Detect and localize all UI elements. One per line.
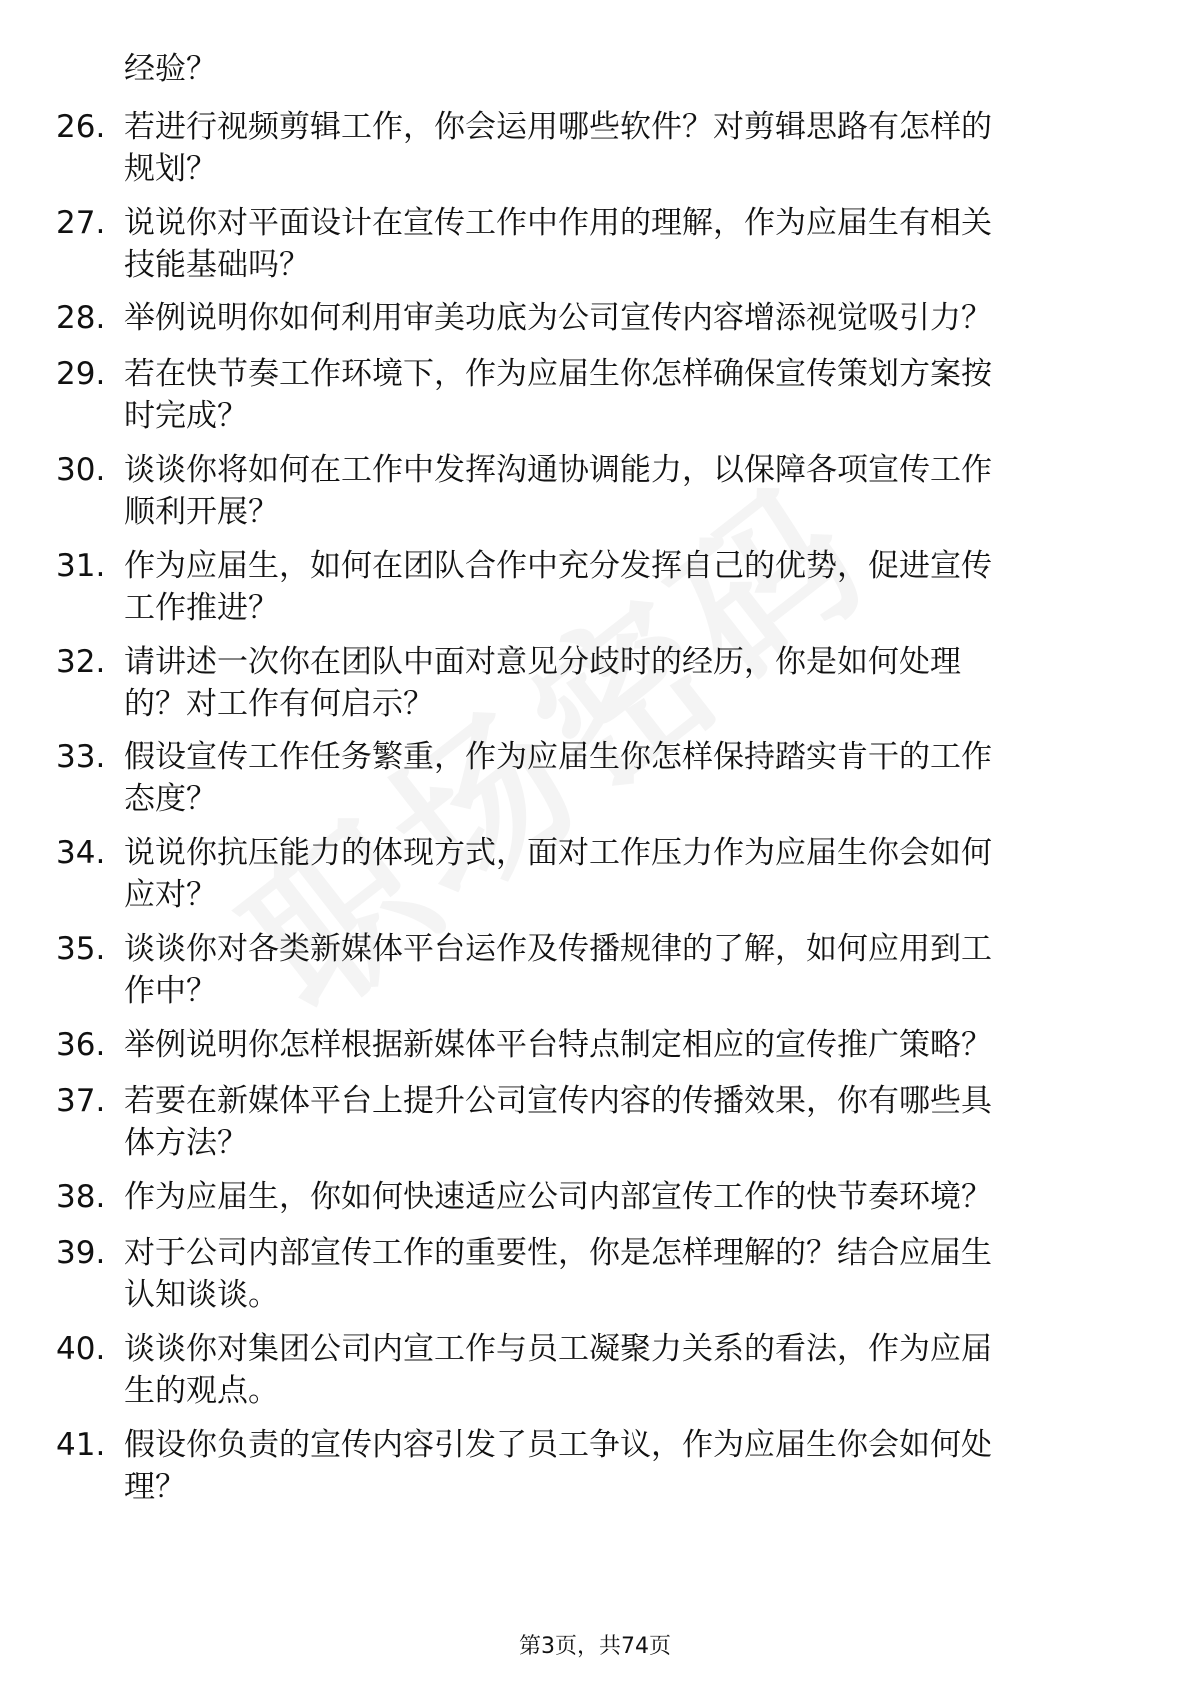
question-line: 体方法？ — [124, 1125, 248, 1161]
question-line: 假设宣传工作任务繁重，作为应届生你怎样保持踏实肯干的工作 — [124, 739, 992, 775]
question-number: 30. — [56, 452, 106, 488]
question-line: 态度？ — [124, 781, 217, 817]
question-line: 认知谈谈。 — [124, 1277, 279, 1313]
question-line: 作为应届生，你如何快速适应公司内部宣传工作的快节奏环境？ — [124, 1179, 992, 1215]
question-number: 33. — [56, 739, 106, 775]
question-number: 32. — [56, 644, 106, 680]
question-text — [124, 202, 1124, 286]
question-line: 时完成？ — [124, 398, 248, 434]
question-text — [124, 1232, 1124, 1316]
question-text — [124, 641, 1124, 725]
question-line: 举例说明你怎样根据新媒体平台特点制定相应的宣传推广策略？ — [124, 1027, 992, 1063]
question-number: 40. — [56, 1331, 106, 1367]
question-number: 29. — [56, 356, 106, 392]
question-text — [124, 1424, 1124, 1508]
question-number: 36. — [56, 1027, 106, 1063]
question-line: 对于公司内部宣传工作的重要性，你是怎样理解的？结合应届生 — [124, 1235, 992, 1271]
question-line: 作中？ — [124, 973, 217, 1009]
question-number: 38. — [56, 1179, 106, 1215]
question-line: 顺利开展？ — [124, 494, 279, 530]
question-number: 28. — [56, 300, 106, 336]
question-text — [124, 1328, 1124, 1412]
question-number: 34. — [56, 835, 106, 871]
question-line: 谈谈你对各类新媒体平台运作及传播规律的了解，如何应用到工 — [124, 931, 992, 967]
question-text — [124, 832, 1124, 916]
question-line: 谈谈你对集团公司内宣工作与员工凝聚力关系的看法，作为应届 — [124, 1331, 992, 1367]
question-text — [124, 1176, 1124, 1218]
question-line: 请讲述一次你在团队中面对意见分歧时的经历，你是如何处理 — [124, 644, 961, 680]
question-text — [124, 106, 1124, 190]
question-number: 39. — [56, 1235, 106, 1271]
question-text — [124, 1080, 1124, 1164]
question-line: 谈谈你将如何在工作中发挥沟通协调能力，以保障各项宣传工作 — [124, 452, 992, 488]
question-line: 的？对工作有何启示？ — [124, 686, 434, 722]
page-number-footer: 第3页，共74页 — [519, 1634, 671, 1659]
question-line: 若要在新媒体平台上提升公司宣传内容的传播效果，你有哪些具 — [124, 1083, 992, 1119]
question-line: 若在快节奏工作环境下，作为应届生你怎样确保宣传策划方案按 — [124, 356, 992, 392]
question-line: 若进行视频剪辑工作，你会运用哪些软件？对剪辑思路有怎样的 — [124, 109, 992, 145]
question-number: 35. — [56, 931, 106, 967]
question-text — [124, 449, 1124, 533]
question-text — [124, 353, 1124, 437]
question-line: 技能基础吗？ — [124, 247, 310, 283]
question-line: 规划？ — [124, 151, 217, 187]
question-number: 41. — [56, 1427, 106, 1463]
question-line: 作为应届生，如何在团队合作中充分发挥自己的优势，促进宣传 — [124, 548, 992, 584]
question-line: 理？ — [124, 1469, 186, 1505]
question-text — [124, 1024, 1124, 1066]
question-line: 生的观点。 — [124, 1373, 279, 1409]
question-text — [124, 297, 1124, 339]
question-text — [124, 736, 1124, 820]
question-line: 应对？ — [124, 877, 217, 913]
question-line: 工作推进？ — [124, 590, 279, 626]
question-number: 37. — [56, 1083, 106, 1119]
question-number: 26. — [56, 109, 106, 145]
question-line: 说说你抗压能力的体现方式，面对工作压力作为应届生你会如何 — [124, 835, 992, 871]
question-line: 假设你负责的宣传内容引发了员工争议，作为应届生你会如何处 — [124, 1427, 992, 1463]
question-line: 说说你对平面设计在宣传工作中作用的理解，作为应届生有相关 — [124, 205, 992, 241]
question-line: 举例说明你如何利用审美功底为公司宣传内容增添视觉吸引力？ — [124, 300, 992, 336]
question-number: 31. — [56, 548, 106, 584]
question-number: 27. — [56, 205, 106, 241]
continuation-text: 经验？ — [124, 51, 217, 87]
question-text — [124, 928, 1124, 1012]
question-text — [124, 545, 1124, 629]
